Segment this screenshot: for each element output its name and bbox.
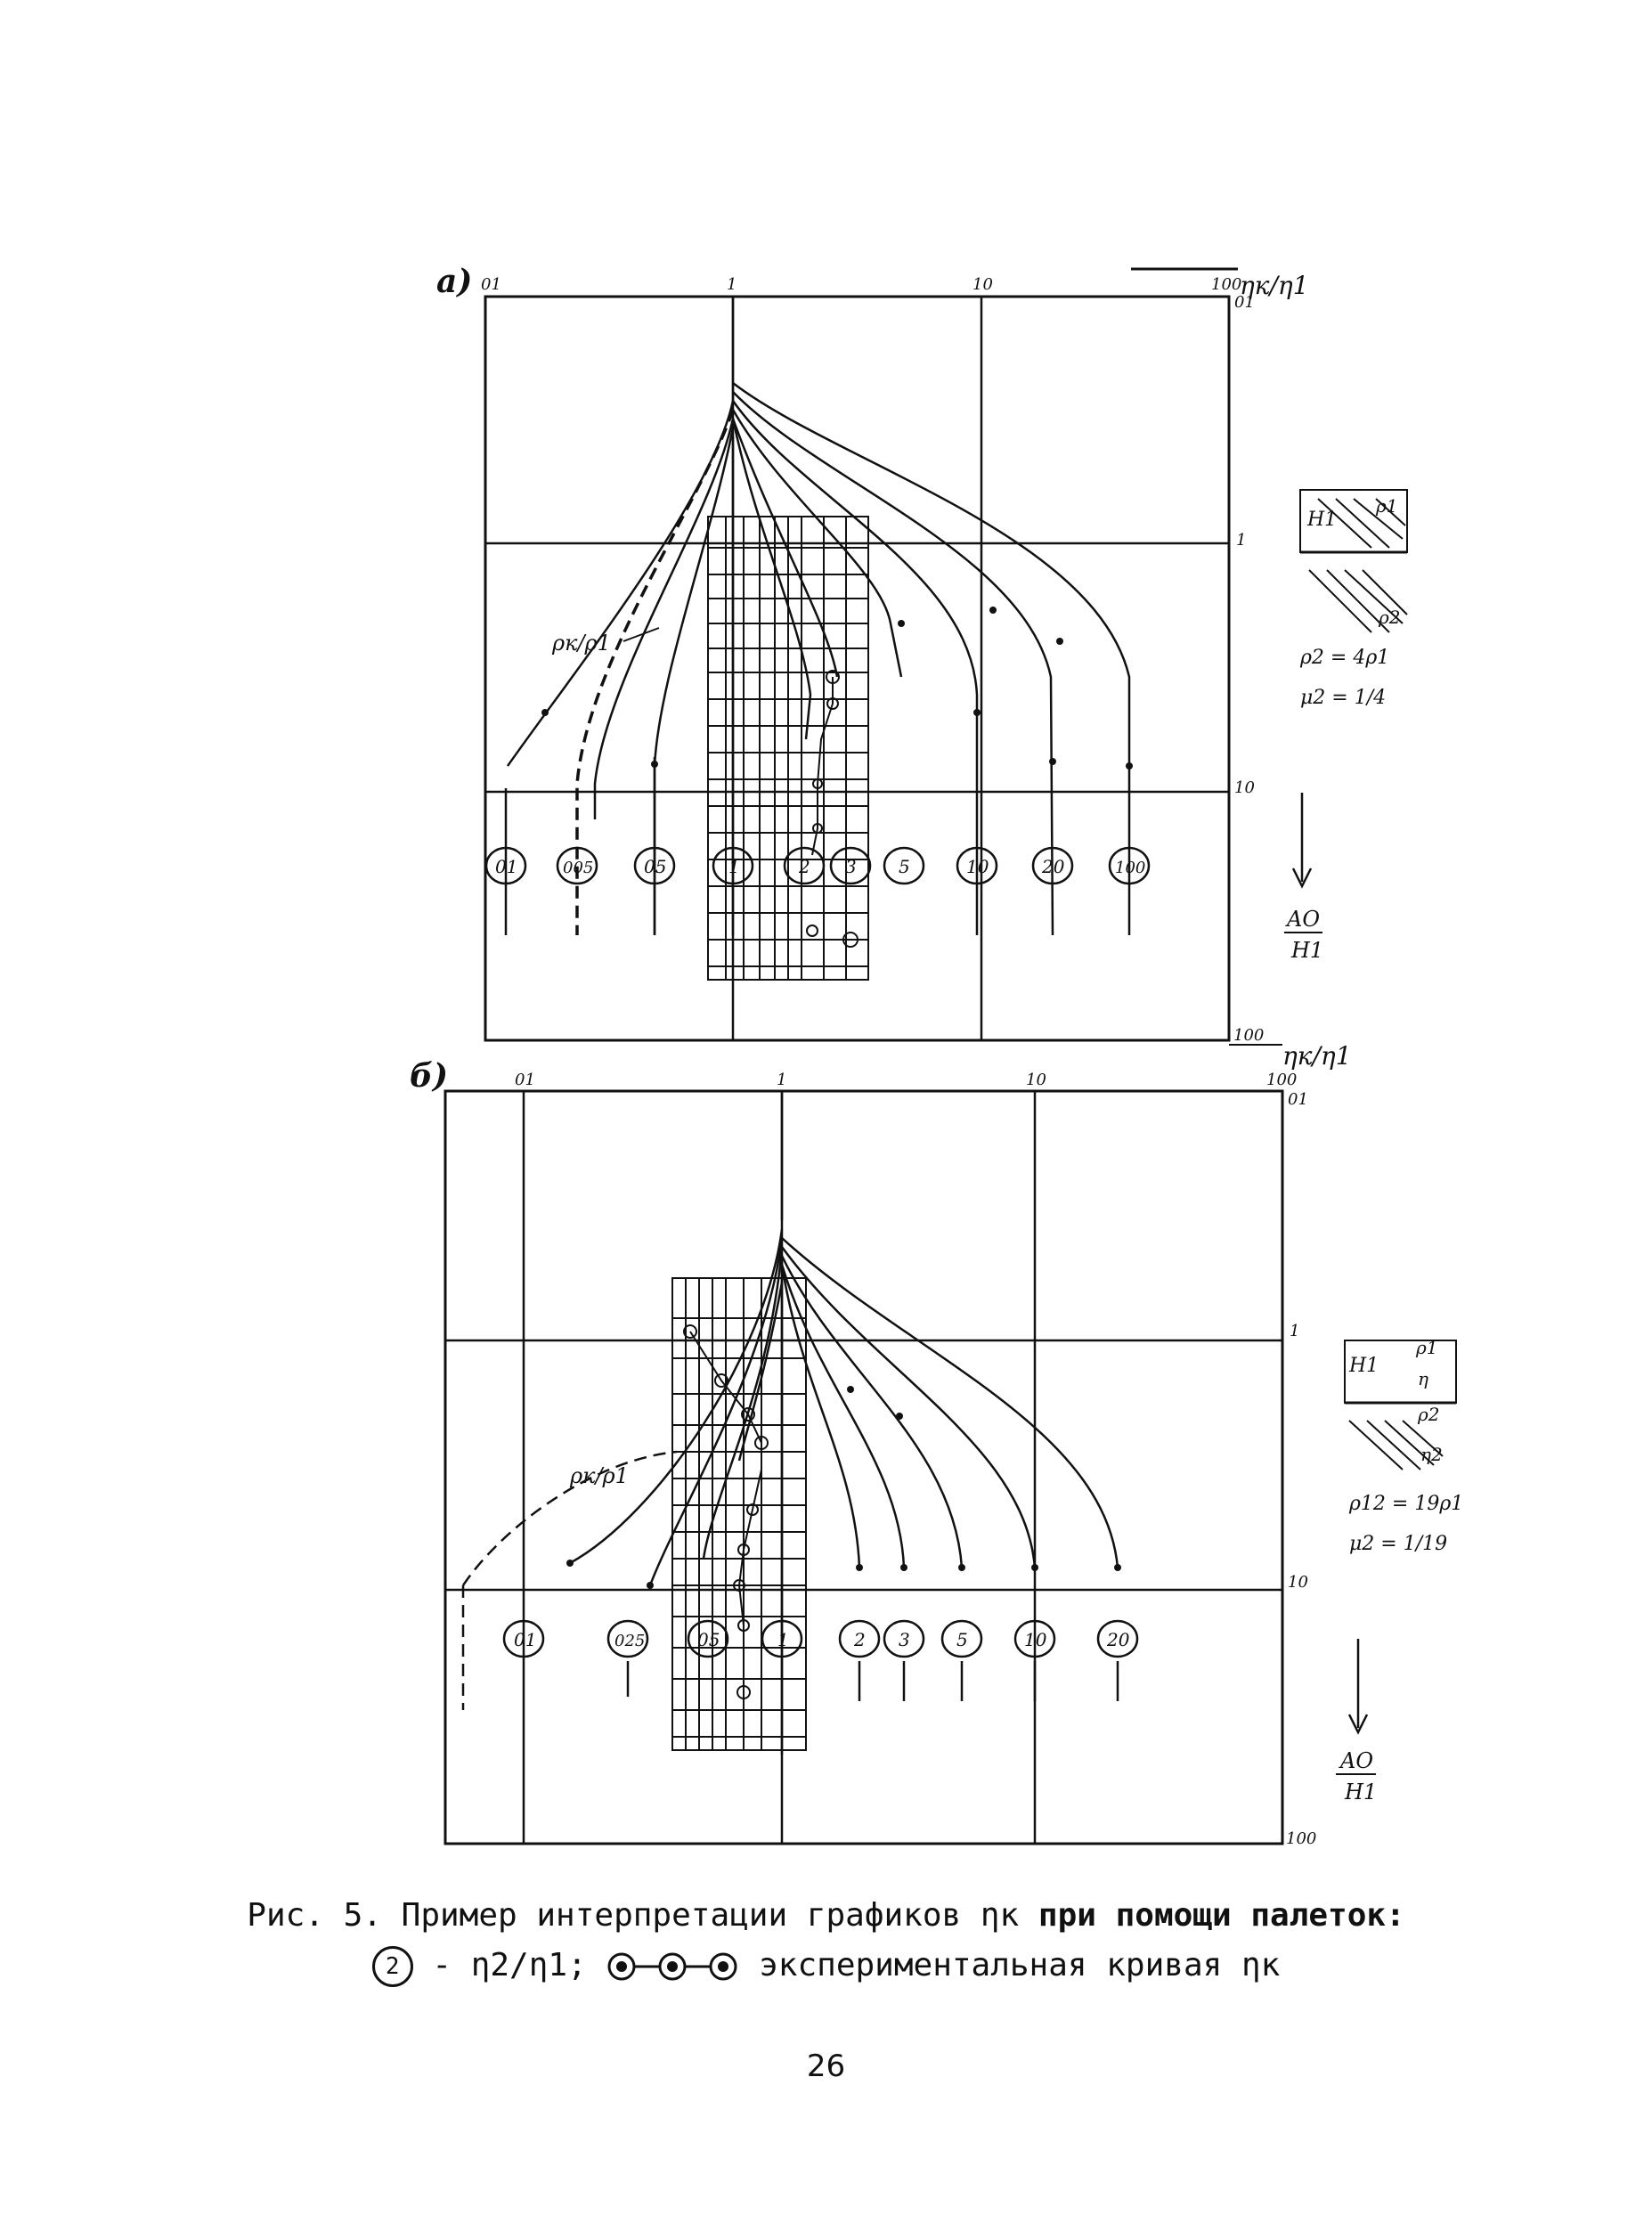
panel-b-y-axis-label-den: H1 xyxy=(1345,1780,1378,1804)
panel-a-inset-label: H1 xyxy=(1307,509,1338,531)
panel-b-curve-label: 025 xyxy=(614,1632,646,1650)
panel-b-curve-dots xyxy=(566,1386,1121,1589)
panel-a-y-axis-label-num: AO xyxy=(1287,907,1321,932)
panel-b-curve-label: 5 xyxy=(956,1629,968,1650)
panel-a-right-tick: 100 xyxy=(1233,1026,1265,1045)
panel-b-inset-label: ρ2 xyxy=(1418,1404,1440,1425)
panel-a-curve-label: 05 xyxy=(644,856,667,877)
panel-a-curves xyxy=(506,297,1129,935)
panel-b-curve-label: 20 xyxy=(1107,1629,1130,1650)
panel-b-inset-label: η xyxy=(1418,1368,1428,1389)
panel-a-top-tick: 10 xyxy=(972,275,993,294)
panel-a-curve-dots xyxy=(541,607,1133,770)
caption-tail: экспериментальная кривая ηк xyxy=(759,1947,1281,1983)
panel-b-x-axis-label: ηк/η1 xyxy=(1282,1041,1352,1071)
panel-b-letter: б) xyxy=(410,1057,449,1095)
panel-b-curve-label: 05 xyxy=(697,1629,720,1650)
page-number: 26 xyxy=(806,2049,846,2084)
panel-b-right-tick: 100 xyxy=(1286,1829,1317,1848)
panel-a-top-tick: 01 xyxy=(481,275,501,294)
caption-bold: при помощи палеток: xyxy=(1038,1897,1405,1934)
panel-a xyxy=(485,269,1407,1045)
panel-a-annotation: ρк/ρ1 xyxy=(552,631,611,656)
caption-mid: - η2/η1; xyxy=(432,1947,587,1983)
panel-a-inset-label: ρ1 xyxy=(1376,495,1398,517)
panel-b-inset-label: H1 xyxy=(1349,1355,1379,1377)
panel-b-right-tick: 01 xyxy=(1288,1090,1308,1109)
panel-a-top-tick: 100 xyxy=(1211,275,1242,294)
panel-a-curve-label: 1 xyxy=(728,856,740,877)
panel-a-inset-label: ρ2 xyxy=(1379,607,1401,628)
panel-a-curve-label: 20 xyxy=(1042,856,1065,877)
panel-b-right-tick: 1 xyxy=(1290,1322,1300,1340)
caption-prefix: Рис. 5. Пример интерпретации графиков ηк xyxy=(247,1897,1020,1934)
panel-a-experimental-curve xyxy=(807,671,858,947)
panel-b-text xyxy=(410,1041,1463,1848)
panel-a-y-axis-label-den: H1 xyxy=(1291,938,1324,963)
panel-b-curve-label: 10 xyxy=(1024,1629,1047,1650)
panel-b-inset-label: η2 xyxy=(1420,1444,1443,1465)
panel-a-curve-label: 10 xyxy=(966,856,989,877)
panel-a-right-tick: 10 xyxy=(1234,778,1255,797)
panel-b-y-axis-label-num: AO xyxy=(1340,1748,1374,1773)
panel-b-eq1: ρ12 = 19ρ1 xyxy=(1349,1493,1464,1515)
panel-a-letter: a) xyxy=(436,263,473,300)
figure-caption-line2 xyxy=(0,1946,1652,1987)
panel-a-frame xyxy=(485,297,1229,1040)
panel-a-curve-label: 3 xyxy=(845,856,857,877)
panel-b-top-tick: 100 xyxy=(1266,1071,1298,1089)
panel-a-eq1: ρ2 = 4ρ1 xyxy=(1300,647,1390,669)
panel-a-curve-label: 2 xyxy=(799,856,810,877)
panel-b-palette xyxy=(672,1278,806,1750)
figure-caption-line1 xyxy=(0,1897,1652,1934)
panel-b-down-arrow xyxy=(1349,1639,1367,1732)
panel-a-x-axis-label: ηк/η1 xyxy=(1240,271,1309,300)
circled-number: 2 xyxy=(372,1946,413,1987)
panel-b-curve-label: 3 xyxy=(899,1629,910,1650)
panel-a-curve-label: 005 xyxy=(563,859,594,877)
panel-a-curve-label: 5 xyxy=(899,856,910,877)
panel-a-curve-label: 01 xyxy=(495,856,518,877)
panel-b-curve-label: 1 xyxy=(777,1629,789,1650)
panel-a-right-tick: 1 xyxy=(1236,531,1247,550)
panel-b-curve-label: 2 xyxy=(854,1629,866,1650)
panel-a-right-tick: 01 xyxy=(1234,293,1255,312)
experimental-curve-symbol-icon xyxy=(606,1949,739,1984)
panel-b-top-tick: 1 xyxy=(777,1071,787,1089)
panel-a-down-arrow xyxy=(1293,793,1311,886)
panel-b-annotation: ρк/ρ1 xyxy=(570,1463,629,1488)
panel-b-top-tick: 10 xyxy=(1026,1071,1046,1089)
panel-b-right-tick: 10 xyxy=(1288,1573,1308,1592)
panel-a-eq2: μ2 = 1/4 xyxy=(1300,687,1387,709)
panel-b-top-tick: 01 xyxy=(515,1071,535,1089)
panel-b-inset-label: ρ1 xyxy=(1416,1337,1438,1358)
panel-b-curve-label: 01 xyxy=(514,1629,537,1650)
panel-a-curve-label: 100 xyxy=(1115,859,1146,877)
panel-a-text xyxy=(436,263,1400,1045)
panel-b-eq2: μ2 = 1/19 xyxy=(1349,1533,1448,1555)
panel-a-top-tick: 1 xyxy=(727,275,737,294)
